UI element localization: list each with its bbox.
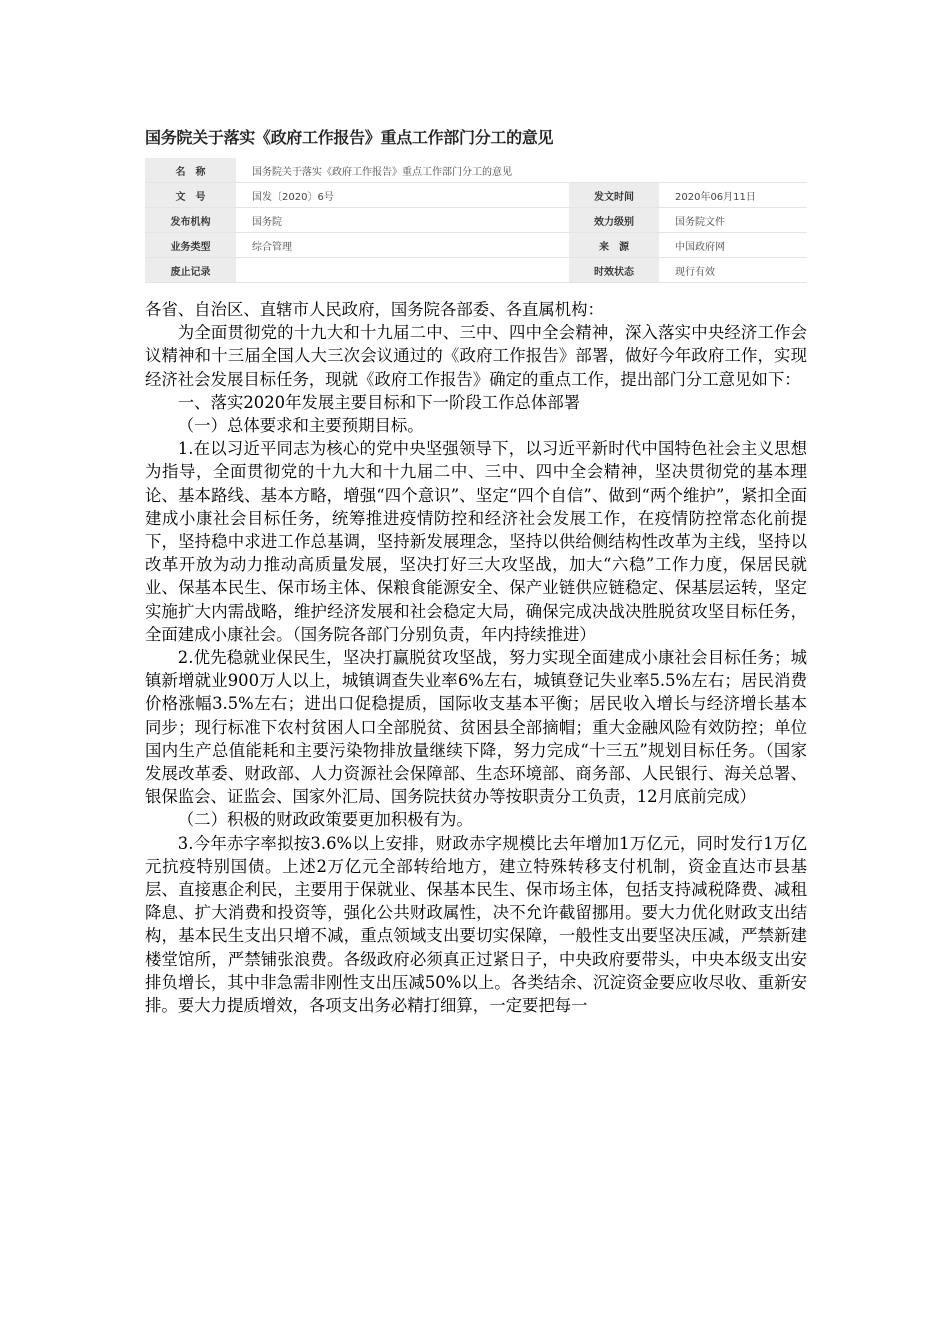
salutation: 各省、自治区、直辖市人民政府，国务院各部委、各直属机构： [145,300,604,319]
meta-label-source: 来 源 [569,233,659,258]
document-body [145,298,807,1017]
meta-label-level: 效力级别 [569,208,659,233]
meta-value-issuer: 国务院 [236,208,569,233]
meta-row-repeal [145,258,807,283]
meta-row-docno [145,183,807,208]
meta-label-docno: 文 号 [145,183,236,208]
meta-value-source: 中国政府网 [659,233,807,258]
meta-value-repeal [236,258,569,283]
meta-label-issuer: 发布机构 [145,208,236,233]
meta-label-type: 业务类型 [145,233,236,258]
document-metadata-table [145,158,807,283]
meta-value-status: 现行有效 [659,258,807,283]
meta-value-type: 综合管理 [236,233,569,258]
document-title: 国务院关于落实《政府工作报告》重点工作部门分工的意见 [145,128,554,147]
meta-label-repeal: 废止记录 [145,258,236,283]
meta-row-name [145,158,807,183]
meta-row-issuer [145,208,807,233]
meta-row-type [145,233,807,258]
meta-label-status: 时效状态 [569,258,659,283]
paragraph-item-3: 3.今年赤字率拟按3.6%以上安排，财政赤字规模比去年增加1万亿元，同时发行1万亿元抗疫特别国债。上述2万亿元全部转给地方，建立特殊转移支付机制，资金直达市县基层、直接惠企利民，主要用于保就业、保基本民生、保市场主体，包括支持减税降费、减租降息、扩大消费和投资等，强化公共财政属性，决不允许截留挪用。要大力优化财政支出结构，基本民生支出只增不减，重点领域支出要切实保障，一般性支出要坚决压减，严禁新建楼堂馆所，严禁铺张浪费。各级政府必须真正过紧日子，中央政府要带头，中央本级支出安排负增长，其中非急需非刚性支出压减50%以上。各类结余、沉淀资金要应收尽收、重新安排。要大力提质增效，各项支出务必精打细算，一定要把每一 [145,833,807,1016]
meta-value-name: 国务院关于落实《政府工作报告》重点工作部门分工的意见 [236,158,807,183]
meta-value-docno: 国发〔2020〕6号 [236,183,569,208]
intro-paragraph: 为全面贯彻党的十九大和十九届二中、三中、四中全会精神，深入落实中央经济工作会议精神和十三届全国人大三次会议通过的《政府工作报告》部署，做好今年政府工作，实现经济社会发展目标任务，现就《政府工作报告》确定的重点工作，提出部门分工意见如下： [145,323,807,389]
paragraph-item-2: 2.优先稳就业保民生，坚决打赢脱贫攻坚战，努力实现全面建成小康社会目标任务；城镇新增就业900万人以上，城镇调查失业率6%左右，城镇登记失业率5.5%左右；居民消费价格涨幅3.5%左右；进出口促稳提质，国际收支基本平衡；居民收入增长与经济增长基本同步；现行标准下农村贫困人口全部脱贫、贫困县全部摘帽；重大金融风险有效防控；单位国内生产总值能耗和主要污染物排放量继续下降，努力完成“十三五”规划目标任务。（国家发展改革委、财政部、人力资源社会保障部、生态环境部、商务部、人民银行、海关总署、银保监会、证监会、国家外汇局、国务院扶贫办等按职责分工负责，12月底前完成） [145,648,807,807]
meta-label-date: 发文时间 [569,183,659,208]
subsection-heading-1: （一）总体要求和主要预期目标。 [177,416,424,436]
meta-value-level: 国务院文件 [659,208,807,233]
meta-value-date: 2020年06月11日 [659,183,807,208]
meta-label-name: 名 称 [145,158,236,183]
section-heading-1: 一、落实2020年发展主要目标和下一阶段工作总体部署 [177,392,581,412]
subsection-heading-2: （二）积极的财政政策要更加积极有为。 [177,810,473,830]
paragraph-item-1: 1.在以习近平同志为核心的党中央坚强领导下，以习近平新时代中国特色社会主义思想为指导，全面贯彻党的十九大和十九届二中、三中、四中全会精神，坚决贯彻党的基本理论、基本路线、基本方略，增强“四个意识”、坚定“四个自信”、做到“两个维护”，紧扣全面建成小康社会目标任务，统筹推进疫情防控和经济社会发展工作，在疫情防控常态化前提下，坚持稳中求进工作总基调，坚持新发展理念，坚持以供给侧结构性改革为主线，坚持以改革开放为动力推动高质量发展，坚决打好三大攻坚战，加大“六稳”工作力度，保居民就业、保基本民生、保市场主体、保粮食能源安全、保产业链供应链稳定、保基层运转，坚定实施扩大内需战略，维护经济发展和社会稳定大局，确保完成决战决胜脱贫攻坚目标任务，全面建成小康社会。（国务院各部门分别负责，年内持续推进） [145,439,807,644]
